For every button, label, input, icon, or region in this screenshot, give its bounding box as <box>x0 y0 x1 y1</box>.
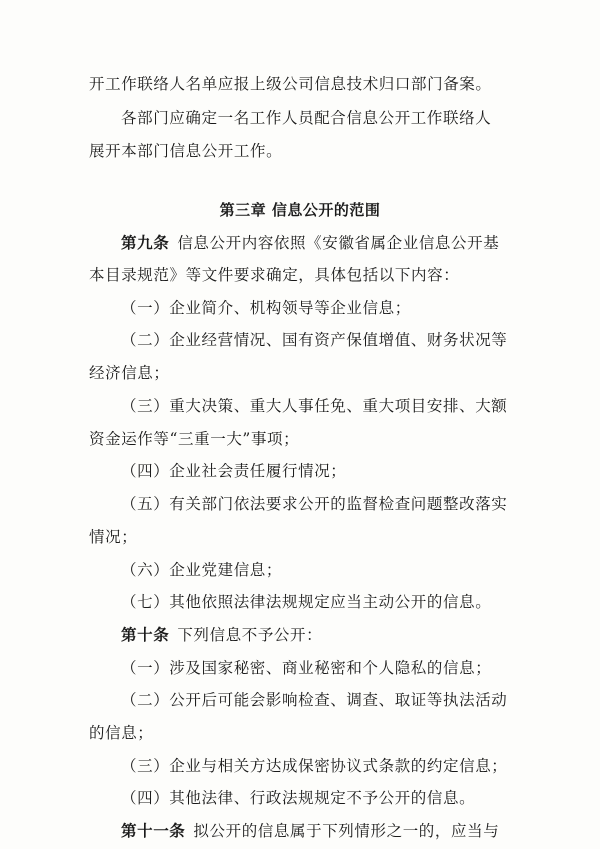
list-item: （三）重大决策、重大人事任免、重大项目安排、大额 <box>121 397 508 415</box>
list-item: （三）企业与相关方达成保密协议式条款的约定信息； <box>121 757 508 775</box>
list-item-continuation: 的信息； <box>89 724 154 742</box>
article-11-label: 第十一条 <box>121 822 186 840</box>
list-item: （一）企业简介、机构领导等企业信息； <box>121 299 411 317</box>
article-10-label: 第十条 <box>121 626 170 644</box>
list-item: （四）其他法律、行政法规规定不予公开的信息。 <box>121 789 476 807</box>
list-item-continuation: 资金运作等“三重一大”事项； <box>89 430 300 448</box>
list-item: （一）涉及国家秘密、商业秘密和个人隐私的信息； <box>121 659 492 677</box>
article-9-line <box>0 232 600 254</box>
article-9-text: 信息公开内容依照《安徽省属企业信息公开基 <box>177 234 500 252</box>
text-line: 展开本部门信息公开工作。 <box>89 142 283 160</box>
text-line: 各部门应确定一名工作人员配合信息公开工作联络人 <box>121 109 492 127</box>
list-item: （五）有关部门依法要求公开的监督检查问题整改落实 <box>121 495 508 513</box>
list-item-continuation: 情况； <box>89 528 138 546</box>
chapter-title: 第三章 信息公开的范围 <box>219 201 381 219</box>
list-item: （六）企业党建信息； <box>121 561 283 579</box>
text-line: 本目录规范》等文件要求确定，具体包括以下内容： <box>89 266 460 284</box>
list-item: （四）企业社会责任履行情况； <box>121 462 347 480</box>
article-11-line <box>0 820 600 842</box>
article-9-label: 第九条 <box>121 234 170 252</box>
list-item: （二）企业经营情况、国有资产保值增值、财务状况等 <box>121 331 508 349</box>
text-line: 开工作联络人名单应报上级公司信息技术归口部门备案。 <box>89 75 492 93</box>
article-10-line <box>0 624 600 646</box>
article-11-text: 拟公开的信息属于下列情形之一的，应当与 <box>193 822 500 840</box>
list-item: （二）公开后可能会影响检查、调查、取证等执法活动 <box>121 691 508 709</box>
article-10-text: 下列信息不予公开： <box>177 626 323 644</box>
list-item: （七）其他依照法律法规规定应当主动公开的信息。 <box>121 593 492 611</box>
list-item-continuation: 经济信息； <box>89 364 170 382</box>
